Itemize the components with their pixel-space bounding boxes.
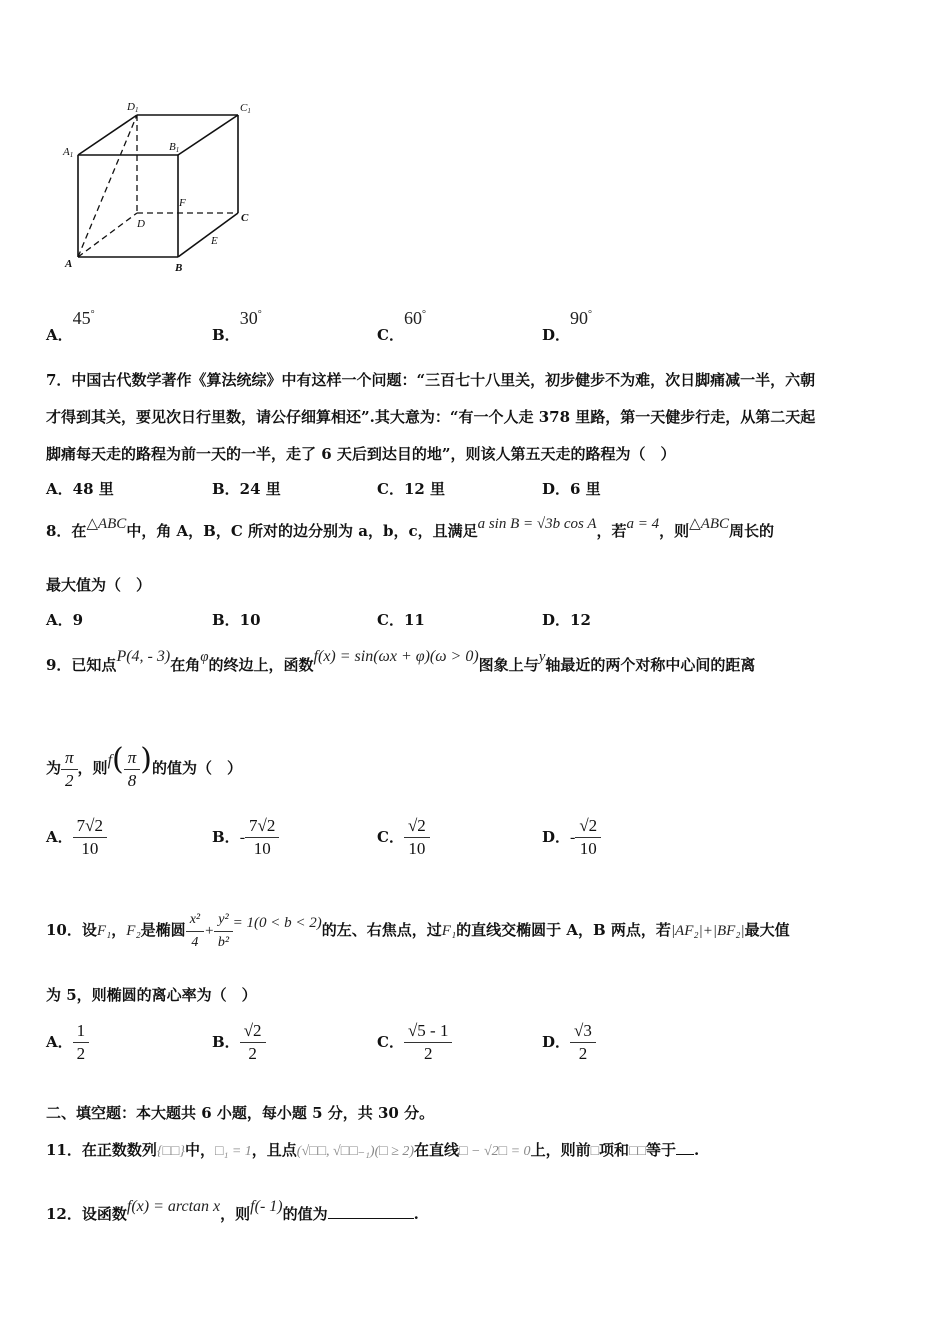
label-f: F xyxy=(179,197,186,209)
q10-option-c[interactable]: C． $\frac{√5 - 1}{2}$ xyxy=(377,1020,452,1065)
q7-line-2: 才得到其关，要见次日行里数，请公仔细算相还”.其大意为：“有一个人走 378 里路，第一天健步行走，从第二天起 xyxy=(46,408,816,426)
q10-option-b-fraction: $\frac{√2}{2}$ xyxy=(240,1020,266,1065)
q8-option-d[interactable]: D．12 xyxy=(542,611,591,629)
q10-abs-af2: |AF₂| xyxy=(670,923,703,939)
q11-n: □ xyxy=(590,1144,600,1159)
q10-option-d-fraction: $\frac{√3}{2}$ xyxy=(570,1020,596,1065)
section-2-heading: 二、填空题：本大题共 6 小题，每小题 5 分，共 30 分。 xyxy=(46,1104,435,1122)
q6-option-c-value: 60° xyxy=(403,308,426,328)
q7-option-a[interactable]: A．48 里 xyxy=(46,480,114,498)
q8-condition-equation: a sin B = √3b cos A xyxy=(477,516,597,532)
q9-option-d-fraction: $\frac{√2}{10}$ xyxy=(575,815,601,860)
q10-f2: F₂ xyxy=(126,923,141,939)
q10-stem-line-2: 为 5，则椭圆的离心率为（ ） xyxy=(46,986,257,1004)
q9-f-symbol: f xyxy=(107,752,113,769)
q8-option-a[interactable]: A．9 xyxy=(46,611,84,629)
q8-option-b[interactable]: B．10 xyxy=(212,611,261,629)
q11-point: (√□□, √□□₋₁)(□ ≥ 2) xyxy=(296,1144,415,1159)
q10-option-b[interactable]: B． $\frac{√2}{2}$ xyxy=(212,1020,266,1065)
q6-option-d-value: 90° xyxy=(570,308,593,328)
q9-pi-over-8: $\frac{\pi}{8}$ xyxy=(124,747,141,792)
q10-f1-again: F₁ xyxy=(441,923,457,939)
q9-option-d[interactable]: D．- $\frac{√2}{10}$ xyxy=(542,815,601,860)
q6-option-c[interactable]: C．60° xyxy=(377,308,426,344)
q11-sequence: {□□} xyxy=(156,1144,185,1159)
q6-option-b[interactable]: B．30° xyxy=(212,308,262,344)
q12-function: f(x) = arctan x xyxy=(126,1198,221,1215)
q7-option-d[interactable]: D．6 里 xyxy=(542,480,601,498)
q9-angle-phi: φ xyxy=(200,649,209,665)
q10-option-a-fraction: $\frac{1}{2}$ xyxy=(73,1020,90,1065)
edge-b-c xyxy=(178,213,238,257)
q7-option-c[interactable]: C．12 里 xyxy=(377,480,446,498)
label-d: D xyxy=(137,218,145,230)
q9-y-axis: y xyxy=(538,649,546,665)
q9-option-c[interactable]: C． $\frac{√2}{10}$ xyxy=(377,815,430,860)
label-a1: A1 xyxy=(63,146,74,159)
q9-function: f(x) = sin(ωx + φ)(ω > 0) xyxy=(313,648,479,665)
q10-f1: F₁ xyxy=(96,923,112,939)
label-b1: B1 xyxy=(169,141,180,154)
q9-option-a-fraction: $\frac{7√2}{10}$ xyxy=(73,815,107,860)
label-b: B xyxy=(175,262,183,274)
cube-figure xyxy=(55,95,270,280)
q9-stem-line-2: 为 $\frac{\pi}{2}$ ，则f( $\frac{\pi}{8}$ )的值为（ ） xyxy=(46,742,242,790)
q10-option-c-fraction: $\frac{√5 - 1}{2}$ xyxy=(404,1020,453,1065)
q7-line-3: 脚痛每天走的路程为前一天的一半，走了 6 天后到达目的地”，则该人第五天走的路程为（ ） xyxy=(46,445,676,463)
q6-option-b-value: 30° xyxy=(239,308,262,328)
q9-option-c-fraction: $\frac{√2}{10}$ xyxy=(404,815,430,860)
q9-option-b[interactable]: B．- $\frac{7√2}{10}$ xyxy=(212,815,279,860)
q8-stem-line-2: 最大值为（ ） xyxy=(46,576,152,594)
triangle-abc: △ABC xyxy=(86,516,127,532)
q9-point-p: P(4, - 3) xyxy=(116,648,171,665)
triangle-abc-2: △ABC xyxy=(689,516,730,532)
label-c1: C1 xyxy=(240,102,251,115)
q6-option-d[interactable]: D．90° xyxy=(542,308,593,344)
q11-line-equation: □ − √2□ = 0 xyxy=(459,1144,531,1159)
q10-option-a[interactable]: A． $\frac{1}{2}$ xyxy=(46,1020,89,1065)
q10-ellipse-condition: = 1(0 < b < 2) xyxy=(232,915,322,931)
q12-stem: 12．设函数f(x) = arctan x，则f(- 1)的值为 . xyxy=(46,1198,419,1223)
q11-stem: 11．在正数数列{□□}中，□₁ = 1，且点(√□□, √□□₋₁)(□ ≥ 2)在直线□ − √2□ = 0上，则前□项和□□等于 . xyxy=(46,1141,700,1159)
q10-x2-over-4: $\frac{\text{x²}}{4}$ xyxy=(186,909,204,954)
q7-option-b[interactable]: B．24 里 xyxy=(212,480,281,498)
q8-stem-line-1: 8．在△ABC中，角 A，B，C 所对的边分别为 a，b，c，且满足a sin B = √3b cos A，若a = 4，则△ABC周长的 xyxy=(46,516,775,540)
edge-b1-c1 xyxy=(178,115,238,155)
label-d1: D1 xyxy=(127,101,139,114)
q9-option-b-fraction: $\frac{7√2}{10}$ xyxy=(245,815,279,860)
label-e: E xyxy=(211,235,218,247)
label-c: C xyxy=(241,212,249,224)
q7-line-1: 7．中国古代数学著作《算法统综》中有这样一个问题：“三百七十八里关，初步健步不为难，次日脚痛减一半，六朝 xyxy=(46,371,816,389)
q9-pi-over-2: $\frac{\pi}{2}$ xyxy=(61,747,78,792)
q10-abs-bf2: |BF₂| xyxy=(712,923,745,939)
q11-sn: □□ xyxy=(629,1144,646,1159)
q12-answer-blank[interactable] xyxy=(328,1218,414,1219)
q8-side-a-equation: a = 4 xyxy=(626,516,660,532)
q9-option-a[interactable]: A． $\frac{7√2}{10}$ xyxy=(46,815,107,860)
q6-option-a-value: 45° xyxy=(72,308,95,328)
q12-f-of-minus-1: f(- 1) xyxy=(250,1198,283,1215)
q6-option-a[interactable]: A．45° xyxy=(46,308,95,344)
q9-stem-line-1: 9．已知点P(4, - 3)在角φ的终边上，函数f(x) = sin(ωx + φ)(ω > 0)图象上与y轴最近的两个对称中心间的距离 xyxy=(46,648,756,674)
q8-option-c[interactable]: C．11 xyxy=(377,611,425,629)
q11-first-term: □₁ = 1 xyxy=(215,1144,252,1159)
hidden-diagonal-a-d1 xyxy=(78,115,137,257)
q11-answer-blank[interactable] xyxy=(676,1154,694,1155)
q10-option-d[interactable]: D． $\frac{√3}{2}$ xyxy=(542,1020,596,1065)
label-a: A xyxy=(65,258,73,270)
q10-y2-over-b2: $\frac{\text{y²}}{\text{b²}}$ xyxy=(214,909,232,954)
q10-stem-line-1: 10．设F₁，F₂是椭圆 $\frac{\text{x²}}{4}$ + $\frac{\text{y²}}{\text{b²}}$ = 1(0 < b < 2)的左、右焦点，过F₁的直线交椭圆于 A，B 两点，若|AF₂|+|BF₂|最大值 xyxy=(46,902,790,959)
